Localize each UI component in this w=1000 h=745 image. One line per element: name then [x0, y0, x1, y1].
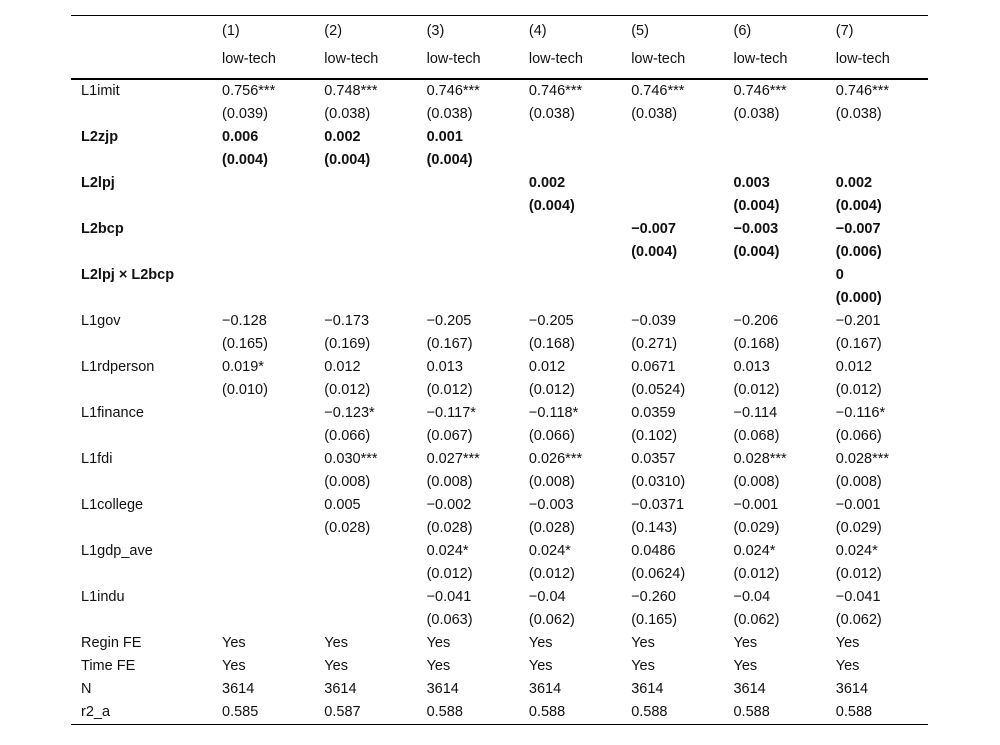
table-cell — [621, 264, 723, 287]
column-number: (7) — [826, 16, 928, 48]
table-row — [71, 103, 928, 126]
table-cell: 0.588 — [519, 701, 621, 725]
table-cell: 0.024* — [835, 543, 878, 559]
table-cell: (0.169) — [324, 336, 371, 352]
variable-name — [71, 379, 212, 402]
variable-name: L1gdp_ave — [81, 543, 153, 559]
column-label: low-tech — [826, 47, 928, 79]
table-row — [71, 195, 928, 218]
table-cell: 0.012 — [835, 359, 873, 375]
table-cell — [212, 218, 314, 241]
table-cell: 0.0486 — [631, 543, 676, 559]
table-row — [71, 425, 928, 448]
table-cell: (0.008) — [426, 474, 473, 490]
table-cell — [212, 402, 314, 425]
table-cell — [314, 172, 416, 195]
table-cell: (0.004) — [324, 152, 371, 168]
variable-name: L1imit — [81, 83, 120, 99]
table-cell: (0.028) — [324, 520, 371, 536]
table-cell: (0.029) — [733, 520, 780, 536]
table-cell — [314, 218, 416, 241]
table-cell: −0.001 — [835, 497, 881, 513]
table-cell — [519, 218, 621, 241]
variable-name: L1college — [81, 497, 144, 513]
table-cell: (0.068) — [733, 428, 780, 444]
table-cell: 0.012 — [324, 359, 361, 375]
table-cell: (0.012) — [426, 382, 473, 398]
table-cell: −0.114 — [733, 405, 778, 421]
table-cell: 0.024* — [426, 543, 469, 559]
table-cell: Yes — [733, 658, 758, 674]
table-cell — [723, 149, 825, 172]
table-cell: Yes — [426, 635, 451, 651]
table-cell: (0.066) — [324, 428, 371, 444]
table-cell — [212, 264, 314, 287]
table-cell — [417, 218, 519, 241]
table-cell — [417, 172, 519, 195]
table-cell — [417, 287, 519, 310]
table-cell: (0.004) — [733, 244, 780, 260]
variable-name: L2bcp — [81, 221, 124, 237]
table-cell: −0.260 — [631, 589, 676, 605]
table-row — [71, 632, 928, 655]
table-cell — [519, 264, 621, 287]
table-cell: (0.012) — [835, 566, 882, 582]
table-cell: 0.588 — [621, 701, 723, 725]
table-row — [71, 448, 928, 471]
table-cell — [314, 195, 416, 218]
table-cell — [621, 287, 723, 310]
table-cell: 0.006 — [222, 129, 259, 145]
table-cell: 0.588 — [723, 701, 825, 725]
table-cell: (0.102) — [631, 428, 678, 444]
table-row — [71, 586, 928, 609]
table-cell: −0.041 — [426, 589, 472, 605]
variable-name: L1fdi — [81, 451, 113, 467]
table-row — [71, 79, 928, 103]
table-cell: Yes — [222, 635, 246, 651]
table-header — [71, 16, 928, 80]
table-cell — [519, 287, 621, 310]
table-cell: (0.008) — [324, 474, 371, 490]
variable-name: L1gov — [81, 313, 121, 329]
table-cell: (0.012) — [528, 382, 575, 398]
table-cell: (0.039) — [222, 106, 268, 122]
table-cell: −0.003 — [528, 497, 574, 513]
table-cell — [417, 195, 519, 218]
table-cell: −0.118* — [528, 405, 579, 421]
variable-name — [71, 471, 212, 494]
table-cell: (0.271) — [631, 336, 678, 352]
table-cell: (0.038) — [835, 106, 882, 122]
regression-table — [71, 15, 928, 725]
table-cell — [314, 563, 416, 586]
variable-name: L2lpj — [81, 175, 115, 191]
table-cell: 3614 — [426, 681, 459, 697]
table-cell: 0.588 — [417, 701, 519, 725]
table-cell: 0.019* — [222, 359, 264, 375]
table-cell — [212, 586, 314, 609]
table-cell: (0.167) — [835, 336, 882, 352]
table-cell: 0.587 — [314, 701, 416, 725]
table-cell: −0.205 — [528, 313, 574, 329]
table-row — [71, 126, 928, 149]
table-cell — [212, 287, 314, 310]
table-cell: 0.746*** — [835, 83, 889, 99]
variable-name: N — [81, 681, 92, 697]
table-cell: −0.007 — [631, 221, 676, 237]
column-number: (4) — [519, 16, 621, 48]
table-cell: (0.012) — [835, 382, 882, 398]
table-cell: (0.008) — [835, 474, 882, 490]
table-cell: (0.004) — [631, 244, 678, 260]
variable-name: r2_a — [71, 701, 212, 725]
table-cell: −0.041 — [835, 589, 881, 605]
table-cell — [212, 563, 314, 586]
table-cell: Yes — [324, 658, 348, 674]
table-cell: 0 — [835, 267, 844, 283]
table-cell — [314, 540, 416, 563]
table-cell: 0.024* — [528, 543, 571, 559]
table-cell: 3614 — [631, 681, 664, 697]
table-cell — [212, 609, 314, 632]
table-cell: Yes — [528, 635, 553, 651]
table-cell — [212, 448, 314, 471]
table-row — [71, 356, 928, 379]
table-cell: 0.030*** — [324, 451, 378, 467]
table-cell: (0.004) — [835, 198, 882, 214]
variable-name — [71, 195, 212, 218]
column-number: (3) — [417, 16, 519, 48]
table-row — [71, 563, 928, 586]
table-body — [71, 79, 928, 725]
table-cell: 0.0357 — [631, 451, 676, 467]
table-cell: (0.038) — [733, 106, 780, 122]
table-cell: (0.000) — [835, 290, 882, 306]
table-cell — [621, 126, 723, 149]
column-label: low-tech — [314, 47, 416, 79]
table-cell: (0.165) — [631, 612, 678, 628]
table-cell: 0.0359 — [631, 405, 676, 421]
table-cell: (0.004) — [733, 198, 780, 214]
table-cell: 0.012 — [528, 359, 566, 375]
column-label: low-tech — [519, 47, 621, 79]
table-cell: 0.002 — [835, 175, 873, 191]
table-cell: 0.746*** — [528, 83, 583, 99]
table-cell — [212, 172, 314, 195]
table-cell — [621, 172, 723, 195]
column-number: (6) — [723, 16, 825, 48]
table-cell — [212, 425, 314, 448]
table-cell: 0.013 — [426, 359, 463, 375]
table-cell: −0.128 — [222, 313, 267, 329]
table-cell: Yes — [528, 658, 553, 674]
table-cell: Yes — [222, 658, 246, 674]
table-cell: (0.012) — [528, 566, 575, 582]
table-row — [71, 310, 928, 333]
column-number: (1) — [212, 16, 314, 48]
table-row — [71, 471, 928, 494]
table-cell: Yes — [733, 635, 758, 651]
variable-name — [71, 103, 212, 126]
table-cell: −0.117* — [426, 405, 476, 421]
table-cell — [826, 126, 928, 149]
table-cell: 0.746*** — [426, 83, 480, 99]
table-cell — [212, 540, 314, 563]
table-cell — [621, 195, 723, 218]
table-cell — [519, 126, 621, 149]
table-cell: 0.002 — [324, 129, 361, 145]
table-cell: 0.588 — [826, 701, 928, 725]
table-row — [71, 517, 928, 540]
table-row — [71, 609, 928, 632]
table-cell — [314, 264, 416, 287]
table-row — [71, 241, 928, 264]
variable-name: Regin FE — [81, 635, 142, 651]
variable-name — [71, 149, 212, 172]
table-cell: 0.756*** — [222, 83, 276, 99]
table-cell: (0.143) — [631, 520, 678, 536]
table-cell — [621, 149, 723, 172]
table-cell: (0.004) — [528, 198, 575, 214]
table-cell: (0.0624) — [631, 566, 686, 582]
column-number: (5) — [621, 16, 723, 48]
table-cell — [723, 287, 825, 310]
table-cell — [212, 241, 314, 264]
table-cell: 3614 — [528, 681, 562, 697]
table-cell: Yes — [631, 635, 655, 651]
variable-name: L1finance — [81, 405, 144, 421]
column-number: (2) — [314, 16, 416, 48]
table-cell: (0.0310) — [631, 474, 686, 490]
variable-name — [71, 609, 212, 632]
table-cell: (0.062) — [733, 612, 780, 628]
variable-name: L1indu — [81, 589, 125, 605]
table-cell: 0.748*** — [324, 83, 378, 99]
table-cell — [417, 241, 519, 264]
table-cell: (0.167) — [426, 336, 473, 352]
table-cell: (0.0524) — [631, 382, 686, 398]
table-row — [71, 287, 928, 310]
table-cell — [212, 494, 314, 517]
column-number-row — [71, 16, 928, 48]
variable-name: L2lpj × L2bcp — [81, 267, 175, 283]
variable-name — [71, 333, 212, 356]
table-cell: −0.201 — [835, 313, 881, 329]
table-cell: (0.004) — [222, 152, 268, 168]
table-row — [71, 218, 928, 241]
table-cell — [212, 471, 314, 494]
table-cell: −0.173 — [324, 313, 370, 329]
table-cell — [519, 149, 621, 172]
column-label: low-tech — [723, 47, 825, 79]
table-row — [71, 678, 928, 701]
table-cell: −0.002 — [426, 497, 472, 513]
table-cell: (0.008) — [733, 474, 780, 490]
table-cell: 0.028*** — [835, 451, 889, 467]
table-row — [71, 264, 928, 287]
table-cell: (0.004) — [426, 152, 473, 168]
table-cell: Yes — [835, 658, 860, 674]
table-cell: Yes — [835, 635, 860, 651]
table-cell: (0.066) — [528, 428, 575, 444]
variable-name — [71, 425, 212, 448]
table-cell: (0.168) — [733, 336, 780, 352]
table-row — [71, 655, 928, 678]
table-row — [71, 333, 928, 356]
variable-name: L1rdperson — [81, 359, 155, 375]
table-cell — [723, 264, 825, 287]
table-cell: −0.123* — [324, 405, 375, 421]
table-cell: (0.063) — [426, 612, 473, 628]
variable-name — [71, 517, 212, 540]
table-cell: 0.026*** — [528, 451, 583, 467]
table-cell: −0.205 — [426, 313, 472, 329]
table-cell — [314, 586, 416, 609]
table-cell: Yes — [324, 635, 348, 651]
table-cell: −0.039 — [631, 313, 676, 329]
table-cell: (0.038) — [426, 106, 473, 122]
table-row — [71, 494, 928, 517]
table-cell: (0.038) — [324, 106, 371, 122]
table-row — [71, 379, 928, 402]
table-cell: 3614 — [222, 681, 255, 697]
table-cell — [417, 264, 519, 287]
variable-name — [71, 287, 212, 310]
column-label: low-tech — [417, 47, 519, 79]
table-cell: (0.029) — [835, 520, 882, 536]
table-cell: 0.002 — [528, 175, 566, 191]
table-cell: (0.012) — [733, 566, 780, 582]
table-cell — [212, 195, 314, 218]
table-cell: −0.003 — [733, 221, 779, 237]
table-cell — [212, 517, 314, 540]
variable-name: Time FE — [81, 658, 136, 674]
table-cell: (0.165) — [222, 336, 268, 352]
column-label: low-tech — [212, 47, 314, 79]
table-cell: 0.585 — [212, 701, 314, 725]
table-cell: Yes — [631, 658, 655, 674]
table-cell: −0.04 — [733, 589, 771, 605]
table-cell: (0.006) — [835, 244, 882, 260]
table-cell: 3614 — [733, 681, 766, 697]
table-cell: 0.746*** — [733, 83, 787, 99]
table-cell: (0.010) — [222, 382, 268, 398]
table-row — [71, 172, 928, 195]
table-cell — [314, 609, 416, 632]
table-cell — [314, 287, 416, 310]
table-cell: 0.013 — [733, 359, 770, 375]
table-cell: 3614 — [835, 681, 869, 697]
table-cell: −0.206 — [733, 313, 779, 329]
table-cell: (0.038) — [631, 106, 678, 122]
table-cell: (0.028) — [426, 520, 473, 536]
table-cell: −0.04 — [528, 589, 566, 605]
table-cell: (0.062) — [835, 612, 882, 628]
table-cell: 0.003 — [733, 175, 770, 191]
table-cell: (0.008) — [528, 474, 575, 490]
table-cell — [314, 241, 416, 264]
table-cell: −0.001 — [733, 497, 779, 513]
table-cell: 0.005 — [324, 497, 361, 513]
variable-name — [71, 563, 212, 586]
header-stub — [71, 47, 212, 79]
table-row — [71, 701, 928, 725]
table-cell: 0.028*** — [733, 451, 787, 467]
table-row — [71, 149, 928, 172]
table-cell — [723, 126, 825, 149]
table-cell: −0.0371 — [631, 497, 685, 513]
header-stub — [71, 16, 212, 48]
variable-name — [71, 241, 212, 264]
table-cell: 0.024* — [733, 543, 776, 559]
column-label: low-tech — [621, 47, 723, 79]
table-row — [71, 402, 928, 425]
table-cell: (0.062) — [528, 612, 575, 628]
table-cell — [826, 149, 928, 172]
table-cell: (0.168) — [528, 336, 575, 352]
table-cell: (0.012) — [733, 382, 780, 398]
table-cell: (0.067) — [426, 428, 473, 444]
table-cell: −0.007 — [835, 221, 881, 237]
table-cell: 3614 — [324, 681, 357, 697]
table-row — [71, 540, 928, 563]
table-cell — [519, 241, 621, 264]
table-cell: (0.038) — [528, 106, 575, 122]
table-cell: (0.066) — [835, 428, 882, 444]
table-cell: 0.027*** — [426, 451, 480, 467]
variable-name: L2zjp — [81, 129, 119, 145]
table-cell: 0.001 — [426, 129, 463, 145]
column-label-row — [71, 47, 928, 79]
table-cell: 0.0671 — [631, 359, 676, 375]
table-cell: (0.012) — [324, 382, 371, 398]
table-cell: (0.012) — [426, 566, 473, 582]
table-cell: Yes — [426, 658, 451, 674]
table-cell: −0.116* — [835, 405, 886, 421]
table-cell: (0.028) — [528, 520, 575, 536]
table-cell: 0.746*** — [631, 83, 685, 99]
